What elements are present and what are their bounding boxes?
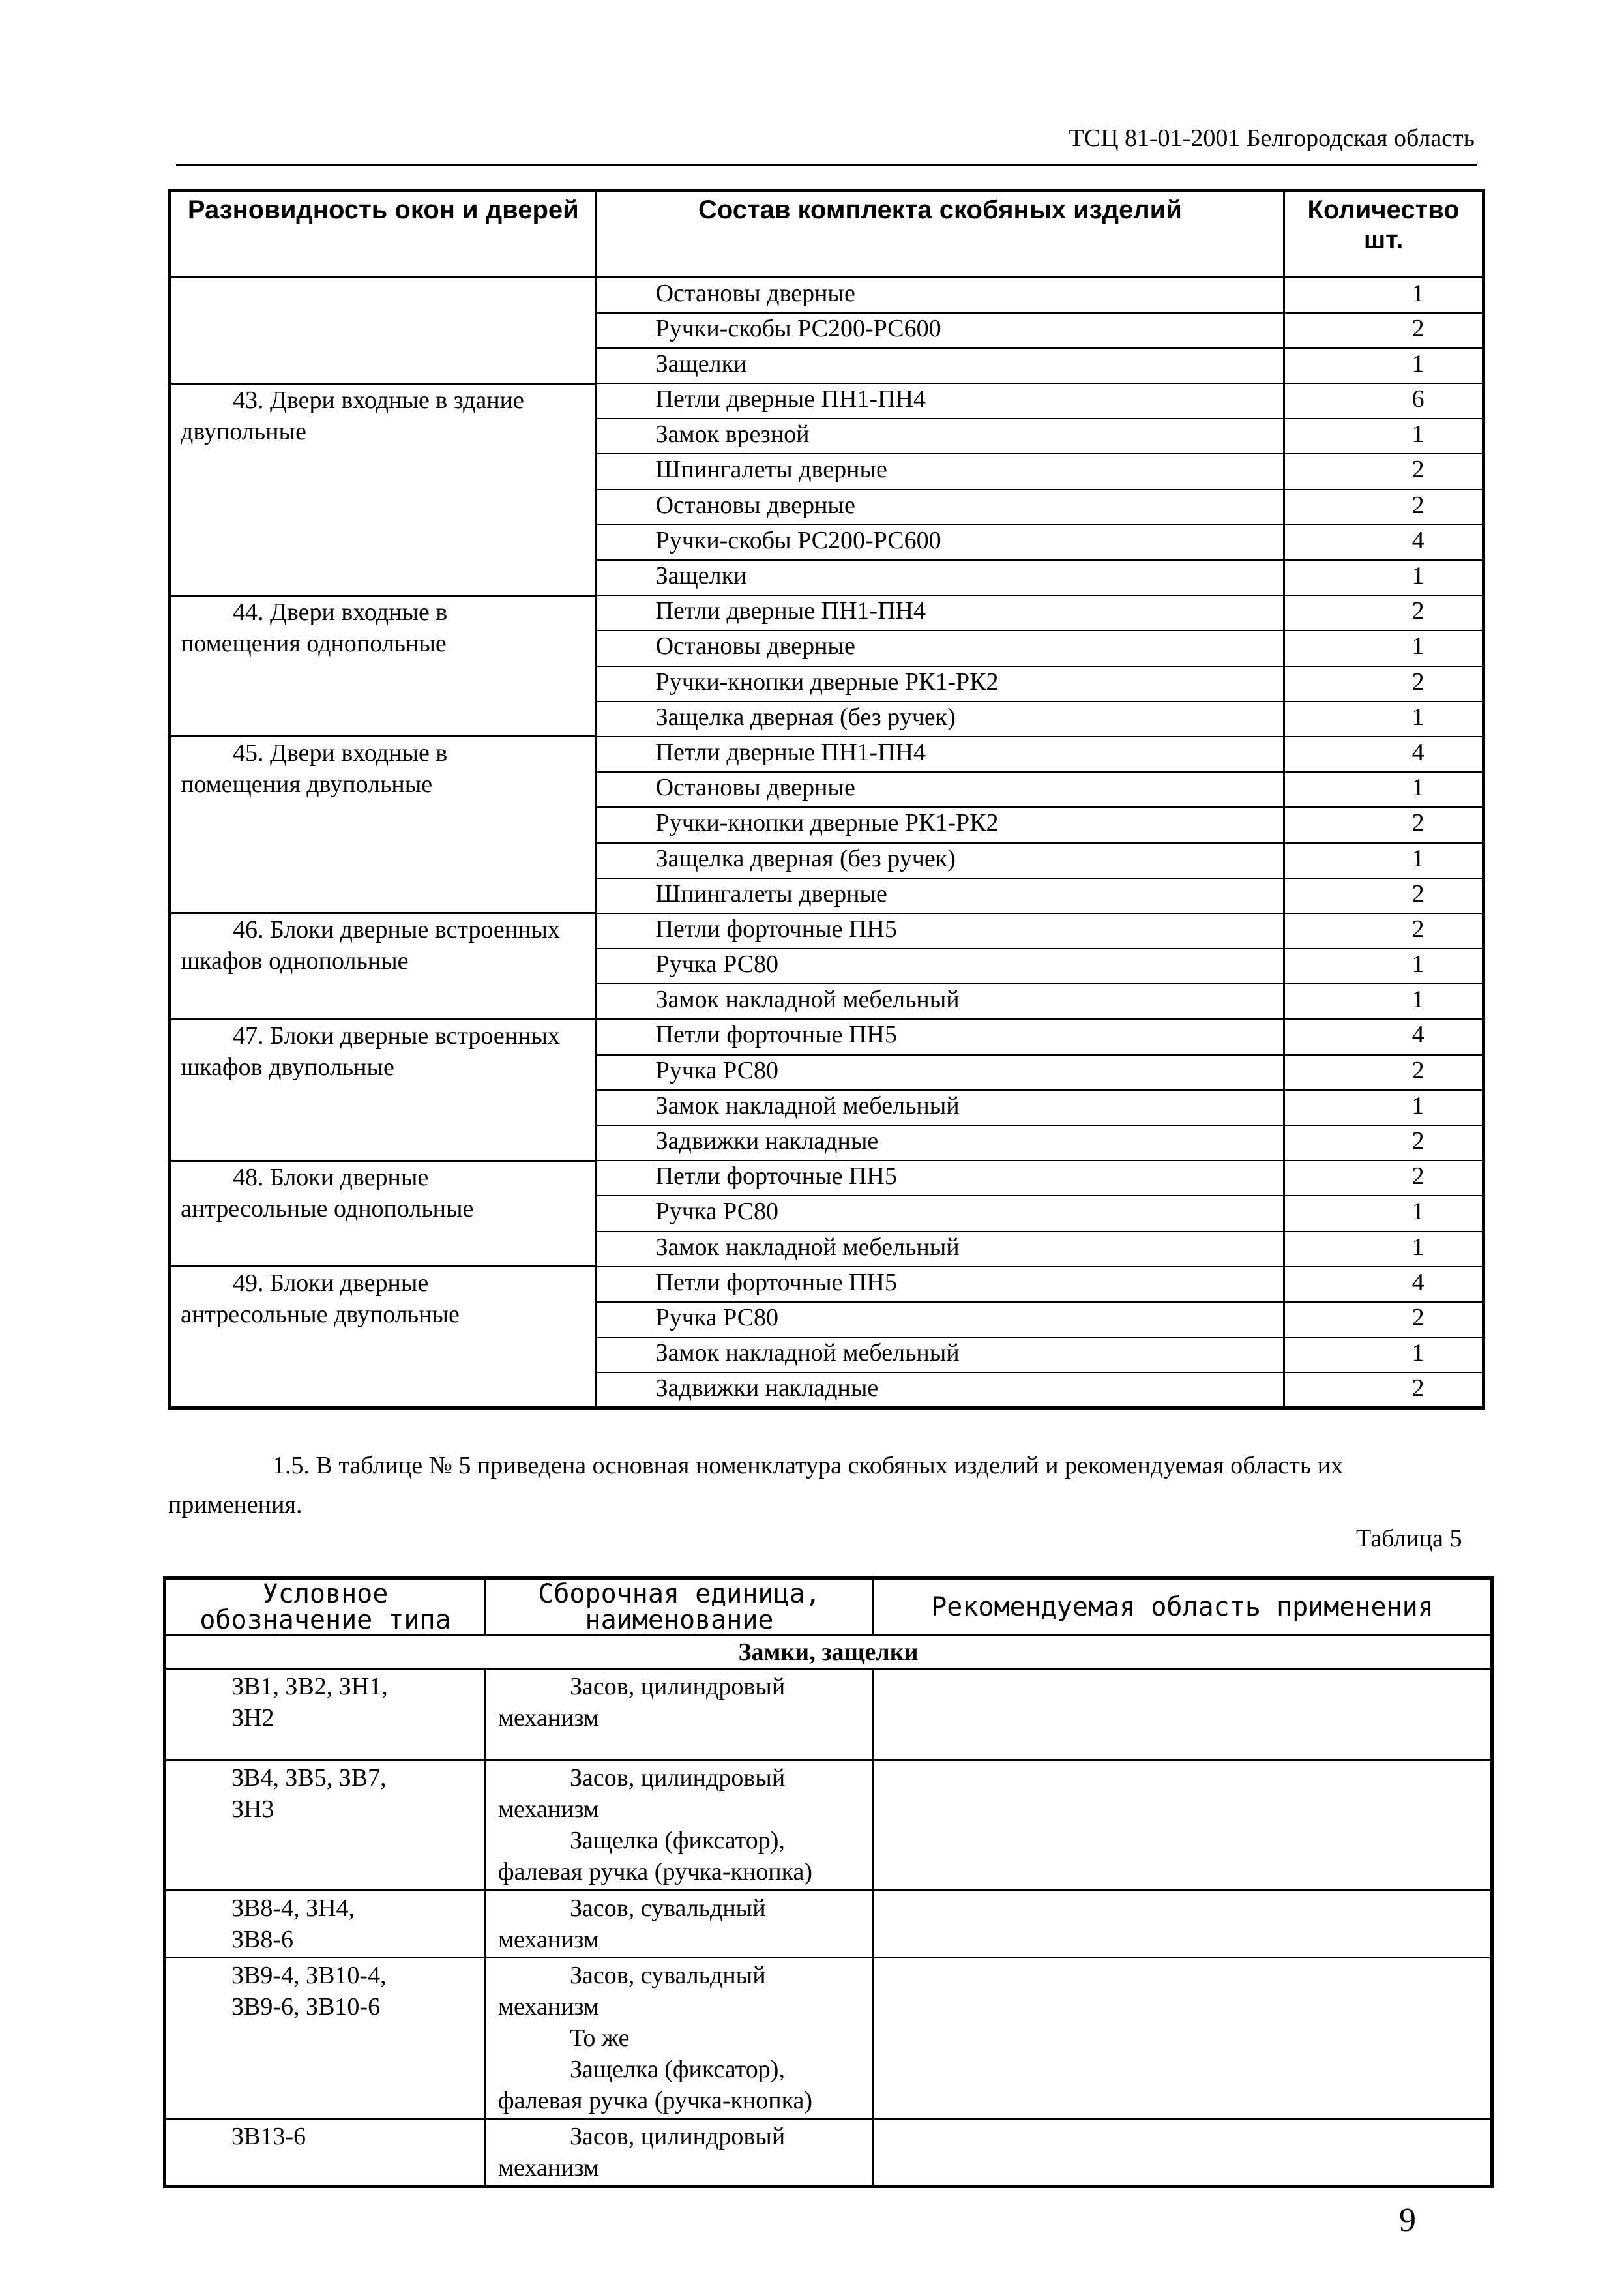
unit-line: Засов, цилиндровый bbox=[570, 1673, 786, 1700]
unit-line: Засов, цилиндровый bbox=[570, 2123, 786, 2150]
door-kind-title: 43. Двери входные в здание bbox=[233, 386, 524, 414]
type-cell bbox=[165, 2119, 486, 2187]
unit-line: Защелка (фиксатор), bbox=[570, 1827, 785, 1854]
kit-item: Петли форточные ПН5 bbox=[596, 913, 1284, 949]
page-number: 9 bbox=[1399, 2202, 1416, 2239]
kit-item-qty: 2 bbox=[1284, 490, 1484, 525]
kit-item: Остановы дверные bbox=[596, 278, 1284, 313]
kit-item-qty: 1 bbox=[1284, 702, 1484, 737]
application-area-cell bbox=[874, 2119, 1492, 2187]
table-header-row bbox=[170, 191, 1484, 278]
kit-item: Шпингалеты дверные bbox=[596, 878, 1284, 913]
kit-item: Защелка дверная (без ручек) bbox=[596, 843, 1284, 878]
unit-cell bbox=[486, 1891, 874, 1958]
kit-item-qty: 2 bbox=[1284, 878, 1484, 913]
door-kind-subtitle: антресольные однопольные bbox=[181, 1194, 474, 1222]
unit-line: фалевая ручка (ручка-кнопка) bbox=[498, 1858, 813, 1885]
type-designation: ЗВ1, ЗВ2, ЗН1, bbox=[231, 1673, 388, 1700]
type-designation: ЗН2 bbox=[231, 1704, 274, 1732]
hardware-nomenclature-table bbox=[163, 1576, 1494, 2188]
door-kind-cell bbox=[170, 383, 597, 595]
door-kind-cell bbox=[170, 595, 597, 737]
unit-line: Защелка (фиксатор), bbox=[570, 2056, 785, 2083]
unit-line: То же bbox=[570, 2024, 630, 2052]
kit-item-qty: 1 bbox=[1284, 1196, 1484, 1231]
kit-item-qty: 1 bbox=[1284, 419, 1484, 454]
kit-item: Задвижки накладные bbox=[596, 1125, 1284, 1160]
door-kind-cell bbox=[170, 1267, 597, 1408]
kit-item: Замок накладной мебельный bbox=[596, 1232, 1284, 1267]
table-row bbox=[170, 1267, 1484, 1302]
unit-cell bbox=[486, 1669, 874, 1760]
kit-item: Замок накладной мебельный bbox=[596, 984, 1284, 1019]
kit-item-qty: 1 bbox=[1284, 843, 1484, 878]
kit-item: Петли форточные ПН5 bbox=[596, 1160, 1284, 1196]
kit-item: Ручки-кнопки дверные РК1-РК2 bbox=[596, 807, 1284, 842]
kit-item-qty: 1 bbox=[1284, 278, 1484, 313]
column-header-unit: Сборочная единица, наименование bbox=[486, 1578, 874, 1636]
kit-item: Ручка РС80 bbox=[596, 949, 1284, 984]
door-kind-cell bbox=[170, 278, 597, 384]
kit-item-qty: 2 bbox=[1284, 454, 1484, 489]
kit-item: Ручка РС80 bbox=[596, 1196, 1284, 1231]
table-row bbox=[165, 1958, 1492, 2119]
column-header-kit: Состав комплекта скобяных изделий bbox=[596, 191, 1284, 278]
kit-item-qty: 6 bbox=[1284, 383, 1484, 419]
kit-item: Защелки bbox=[596, 560, 1284, 595]
kit-item: Ручки-кнопки дверные РК1-РК2 bbox=[596, 666, 1284, 702]
kit-item: Петли форточные ПН5 bbox=[596, 1267, 1284, 1302]
type-designation: ЗВ8-6 bbox=[231, 1926, 294, 1953]
table-row bbox=[170, 1019, 1484, 1054]
type-designation: ЗВ9-4, ЗВ10-4, bbox=[231, 1962, 387, 1989]
table-5-caption: Таблица 5 bbox=[1356, 1525, 1462, 1552]
kit-item-qty: 2 bbox=[1284, 1302, 1484, 1337]
section-row bbox=[165, 1636, 1492, 1669]
type-designation: ЗВ4, ЗВ5, ЗВ7, bbox=[231, 1764, 387, 1792]
unit-cell bbox=[486, 1958, 874, 2119]
type-cell bbox=[165, 1669, 486, 1760]
door-kind-title: 44. Двери входные в bbox=[233, 598, 448, 626]
kit-item-qty: 2 bbox=[1284, 313, 1484, 348]
column-header-kind: Разновидность окон и дверей bbox=[170, 191, 597, 278]
column-header-area: Рекомендуемая область применения bbox=[874, 1578, 1492, 1636]
unit-line: механизм bbox=[498, 1796, 599, 1823]
kit-item: Задвижки накладные bbox=[596, 1372, 1284, 1408]
unit-line: фалевая ручка (ручка-кнопка) bbox=[498, 2087, 813, 2114]
kit-item: Защелка дверная (без ручек) bbox=[596, 702, 1284, 737]
kit-item: Остановы дверные bbox=[596, 490, 1284, 525]
door-kind-title: 47. Блоки дверные встроенных bbox=[233, 1022, 560, 1050]
unit-line: механизм bbox=[498, 1926, 599, 1953]
kit-item: Остановы дверные bbox=[596, 772, 1284, 807]
kit-item: Петли форточные ПН5 bbox=[596, 1019, 1284, 1054]
table-row bbox=[170, 913, 1484, 949]
door-kind-subtitle: шкафов двупольные bbox=[181, 1053, 394, 1081]
unit-line: механизм bbox=[498, 2154, 599, 2181]
kit-item: Петли дверные ПН1-ПН4 bbox=[596, 595, 1284, 630]
door-kind-cell bbox=[170, 1160, 597, 1267]
table-row bbox=[170, 737, 1484, 772]
table-row bbox=[165, 1891, 1492, 1958]
kit-item-qty: 1 bbox=[1284, 1232, 1484, 1267]
kit-item: Ручки-скобы РС200-РС600 bbox=[596, 525, 1284, 560]
kit-item: Петли дверные ПН1-ПН4 bbox=[596, 737, 1284, 772]
door-kind-subtitle: помещения двупольные bbox=[181, 771, 433, 799]
kit-item: Петли дверные ПН1-ПН4 bbox=[596, 383, 1284, 419]
door-kind-cell bbox=[170, 1019, 597, 1160]
column-header-qty: Количество шт. bbox=[1284, 191, 1484, 278]
kit-item: Замок накладной мебельный bbox=[596, 1090, 1284, 1125]
door-kind-subtitle: антресольные двупольные bbox=[181, 1301, 460, 1329]
door-kind-subtitle: помещения однопольные bbox=[181, 629, 447, 657]
kit-item: Ручка РС80 bbox=[596, 1055, 1284, 1090]
kit-item-qty: 1 bbox=[1284, 772, 1484, 807]
type-designation: ЗН3 bbox=[231, 1796, 274, 1823]
kit-item-qty: 4 bbox=[1284, 737, 1484, 772]
kit-item: Остановы дверные bbox=[596, 630, 1284, 666]
table-row bbox=[165, 1669, 1492, 1760]
table-row bbox=[170, 278, 1484, 313]
type-cell bbox=[165, 1891, 486, 1958]
kit-item-qty: 4 bbox=[1284, 525, 1484, 560]
kit-item-qty: 1 bbox=[1284, 1337, 1484, 1372]
kit-item-qty: 2 bbox=[1284, 1372, 1484, 1408]
door-kind-subtitle: двупольные bbox=[181, 417, 306, 445]
kit-item: Защелки bbox=[596, 348, 1284, 383]
door-kind-title: 45. Двери входные в bbox=[233, 739, 448, 767]
kit-item-qty: 1 bbox=[1284, 560, 1484, 595]
kit-item: Ручки-скобы РС200-РС600 bbox=[596, 313, 1284, 348]
application-area-cell bbox=[874, 1891, 1492, 1958]
type-designation: ЗВ8-4, ЗН4, bbox=[231, 1895, 355, 1922]
kit-item-qty: 4 bbox=[1284, 1019, 1484, 1054]
section-title: Замки, защелки bbox=[165, 1636, 1492, 1669]
kit-item-qty: 2 bbox=[1284, 595, 1484, 630]
application-area-cell bbox=[874, 1669, 1492, 1760]
door-kind-title: 48. Блоки дверные bbox=[233, 1163, 429, 1191]
unit-line: механизм bbox=[498, 1704, 599, 1732]
kit-item-qty: 1 bbox=[1284, 348, 1484, 383]
kit-item-qty: 2 bbox=[1284, 1125, 1484, 1160]
application-area-cell bbox=[874, 1958, 1492, 2119]
door-kind-cell bbox=[170, 737, 597, 913]
unit-line: Засов, сувальдный bbox=[570, 1895, 766, 1922]
kit-item-qty: 2 bbox=[1284, 1055, 1484, 1090]
kit-item: Шпингалеты дверные bbox=[596, 454, 1284, 489]
door-kind-title: 49. Блоки дверные bbox=[233, 1269, 429, 1297]
kit-item-qty: 2 bbox=[1284, 807, 1484, 842]
door-kind-title: 46. Блоки дверные встроенных bbox=[233, 916, 560, 944]
kit-item: Ручка РС80 bbox=[596, 1302, 1284, 1337]
table-row bbox=[165, 2119, 1492, 2187]
kit-item: Замок накладной мебельный bbox=[596, 1337, 1284, 1372]
running-title: ТСЦ 81-01-2001 Белгородская область bbox=[1069, 125, 1475, 152]
kit-item-qty: 2 bbox=[1284, 1160, 1484, 1196]
application-area-cell bbox=[874, 1760, 1492, 1891]
kit-item-qty: 1 bbox=[1284, 630, 1484, 666]
type-cell bbox=[165, 1760, 486, 1891]
column-header-type: Условное обозначение типа bbox=[165, 1578, 486, 1636]
table-row bbox=[170, 1160, 1484, 1196]
table-row bbox=[170, 383, 1484, 419]
unit-cell bbox=[486, 2119, 874, 2187]
kit-item-qty: 4 bbox=[1284, 1267, 1484, 1302]
fittings-kit-table bbox=[168, 189, 1485, 1410]
paragraph-1-5: 1.5. В таблице № 5 приведена основная номенклатура скобяных изделий и рекомендуемая область их применения. bbox=[168, 1452, 1344, 1518]
kit-item-qty: 1 bbox=[1284, 1090, 1484, 1125]
table-row bbox=[165, 1760, 1492, 1891]
kit-item: Замок врезной bbox=[596, 419, 1284, 454]
unit-cell bbox=[486, 1760, 874, 1891]
kit-item-qty: 1 bbox=[1284, 949, 1484, 984]
kit-item-qty: 2 bbox=[1284, 666, 1484, 702]
unit-line: механизм bbox=[498, 1993, 599, 2020]
unit-line: Засов, цилиндровый bbox=[570, 1764, 786, 1792]
table-row bbox=[170, 595, 1484, 630]
door-kind-cell bbox=[170, 913, 597, 1020]
unit-line: Засов, сувальдный bbox=[570, 1962, 766, 1989]
running-header bbox=[176, 124, 1477, 166]
table-header-row bbox=[165, 1578, 1492, 1636]
door-kind-subtitle: шкафов однопольные bbox=[181, 947, 409, 975]
kit-item-qty: 2 bbox=[1284, 913, 1484, 949]
type-designation: ЗВ13-6 bbox=[231, 2123, 306, 2150]
type-cell bbox=[165, 1958, 486, 2119]
kit-item-qty: 1 bbox=[1284, 984, 1484, 1019]
type-designation: ЗВ9-6, ЗВ10-6 bbox=[231, 1993, 381, 2020]
